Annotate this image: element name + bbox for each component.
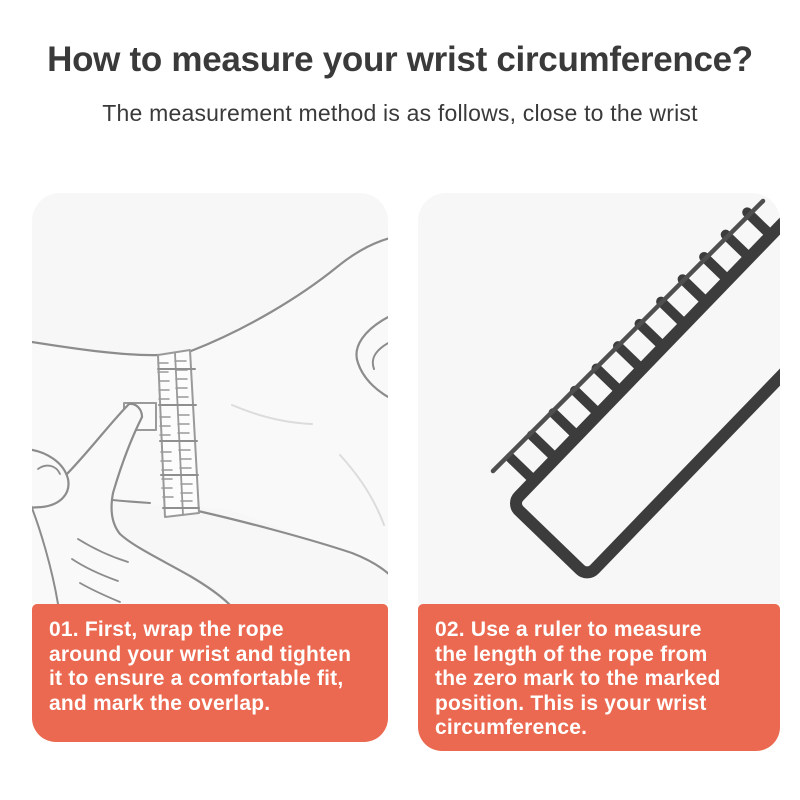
- ruler-icon: [488, 193, 780, 577]
- caption-line: it to ensure a comfortable fit,: [49, 667, 344, 691]
- caption-line: position. This is your wrist: [435, 691, 707, 715]
- step-1-column: [32, 193, 388, 751]
- caption-line: 02. Use a ruler to measure: [435, 618, 702, 641]
- caption-line: the length of the rope from: [435, 642, 708, 666]
- page-title: How to measure your wrist circumference?: [47, 40, 753, 79]
- wrist-tape-sketch-icon: [32, 193, 388, 604]
- step-1-illustration-panel: [32, 193, 388, 604]
- ruler-sketch-icon: [418, 193, 780, 604]
- step-1-caption: [32, 604, 388, 742]
- page-subtitle: The measurement method is as follows, close to the wrist: [102, 100, 698, 126]
- step-2-column: [418, 193, 780, 751]
- caption-line: and mark the overlap.: [49, 691, 271, 715]
- step-2-illustration-panel: [418, 193, 780, 604]
- caption-line: circumference.: [435, 716, 588, 740]
- caption-line: around your wrist and tighten: [49, 642, 352, 666]
- step-2-caption: [418, 604, 780, 751]
- caption-line: the zero mark to the marked: [435, 667, 721, 691]
- steps-container: [32, 193, 780, 751]
- caption-line: 01. First, wrap the rope: [49, 618, 284, 641]
